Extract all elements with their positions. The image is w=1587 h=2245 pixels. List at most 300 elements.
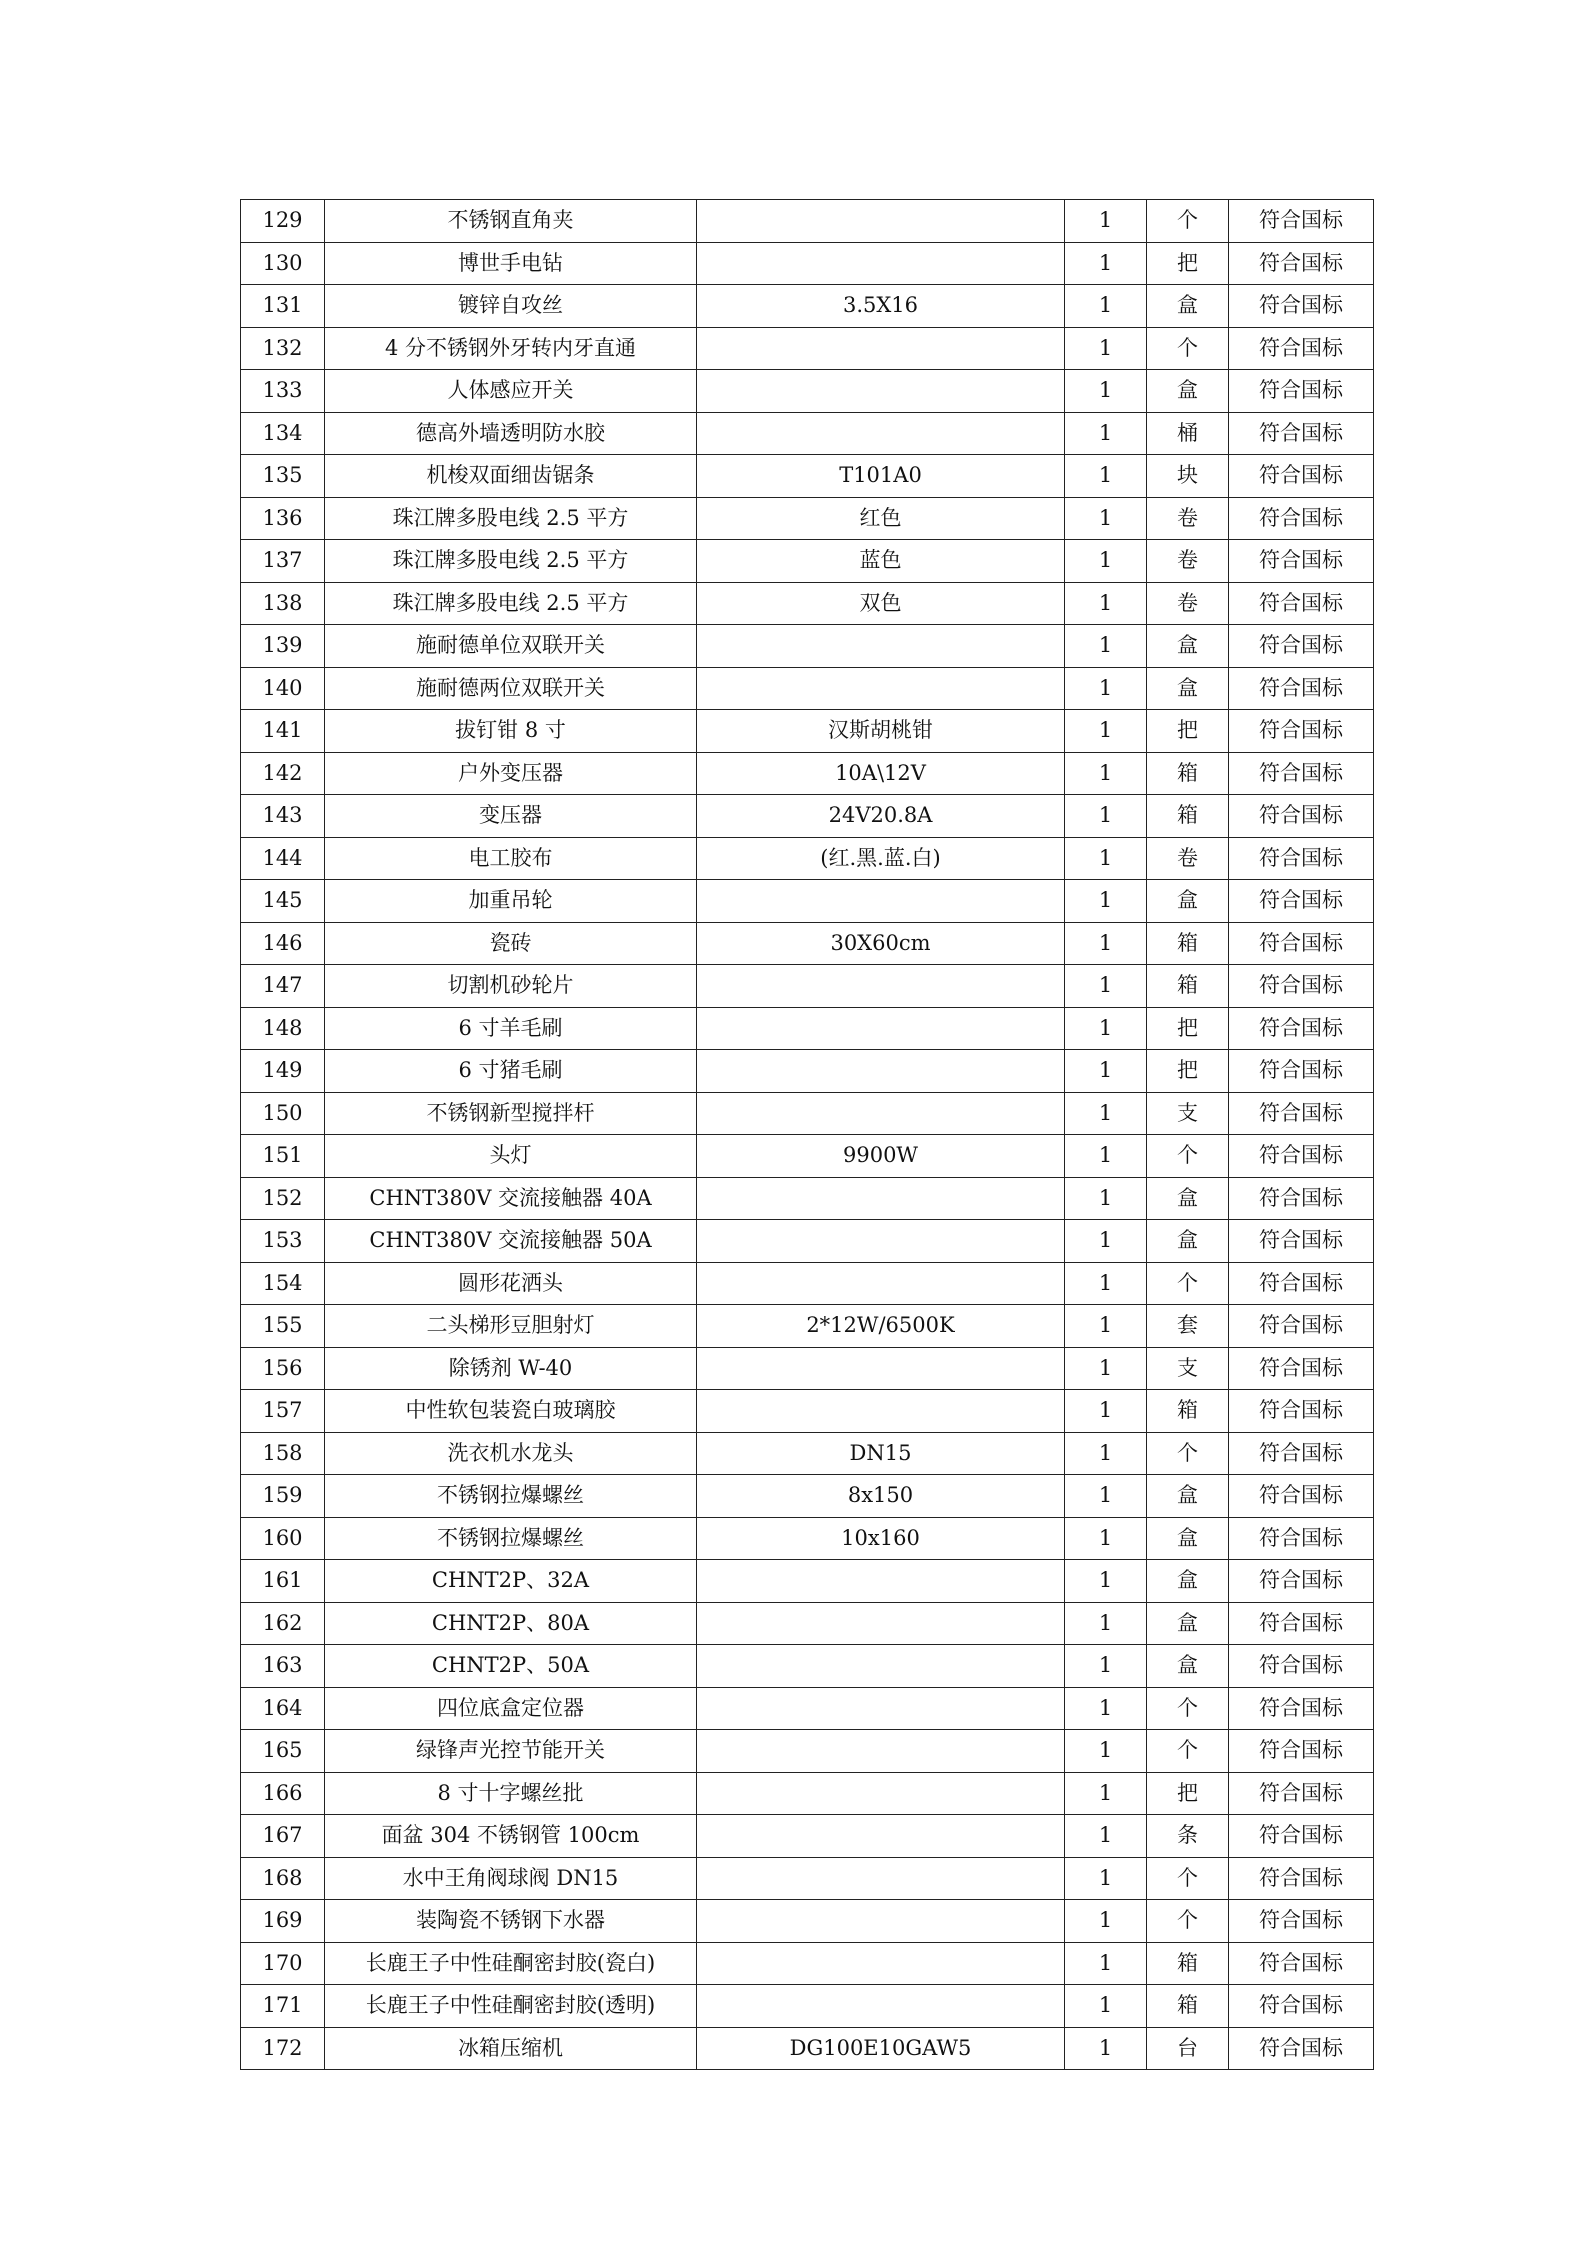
item-name-cell: 不锈钢新型搅拌杆 <box>325 1092 697 1135</box>
item-name-cell: 二头梯形豆胆射灯 <box>325 1305 697 1348</box>
item-unit-cell: 盒 <box>1147 1177 1229 1220</box>
item-spec-cell <box>697 1942 1065 1985</box>
item-standard-cell: 符合国标 <box>1229 1517 1374 1560</box>
item-unit-cell: 把 <box>1147 710 1229 753</box>
item-unit-cell: 盒 <box>1147 1220 1229 1263</box>
item-standard-cell: 符合国标 <box>1229 667 1374 710</box>
item-name-cell: 博世手电钻 <box>325 242 697 285</box>
item-unit-cell: 桶 <box>1147 412 1229 455</box>
item-spec-cell: 8x150 <box>697 1475 1065 1518</box>
item-standard-cell: 符合国标 <box>1229 625 1374 668</box>
row-number-cell: 161 <box>241 1560 325 1603</box>
row-number-cell: 134 <box>241 412 325 455</box>
item-name-cell: CHNT2P、32A <box>325 1560 697 1603</box>
item-quantity-cell: 1 <box>1065 1050 1147 1093</box>
row-number-cell: 152 <box>241 1177 325 1220</box>
item-quantity-cell: 1 <box>1065 540 1147 583</box>
item-standard-cell: 符合国标 <box>1229 1305 1374 1348</box>
item-name-cell: 不锈钢直角夹 <box>325 200 697 243</box>
item-name-cell: 头灯 <box>325 1135 697 1178</box>
item-quantity-cell: 1 <box>1065 965 1147 1008</box>
item-standard-cell: 符合国标 <box>1229 1135 1374 1178</box>
item-name-cell: 8 寸十字螺丝批 <box>325 1772 697 1815</box>
item-standard-cell: 符合国标 <box>1229 540 1374 583</box>
item-quantity-cell: 1 <box>1065 1900 1147 1943</box>
item-quantity-cell: 1 <box>1065 1007 1147 1050</box>
item-standard-cell: 符合国标 <box>1229 837 1374 880</box>
item-spec-cell <box>697 965 1065 1008</box>
item-unit-cell: 盒 <box>1147 1560 1229 1603</box>
row-number-cell: 136 <box>241 497 325 540</box>
item-spec-cell <box>697 327 1065 370</box>
item-unit-cell: 卷 <box>1147 497 1229 540</box>
item-standard-cell: 符合国标 <box>1229 1220 1374 1263</box>
item-name-cell: 长鹿王子中性硅酮密封胶(透明) <box>325 1985 697 2028</box>
item-unit-cell: 箱 <box>1147 1985 1229 2028</box>
table-row <box>241 1772 1374 1815</box>
table-row <box>241 497 1374 540</box>
item-name-cell: CHNT2P、80A <box>325 1602 697 1645</box>
item-unit-cell: 箱 <box>1147 1942 1229 1985</box>
item-unit-cell: 个 <box>1147 1900 1229 1943</box>
item-spec-cell <box>697 1177 1065 1220</box>
row-number-cell: 154 <box>241 1262 325 1305</box>
row-number-cell: 170 <box>241 1942 325 1985</box>
item-standard-cell: 符合国标 <box>1229 1942 1374 1985</box>
row-number-cell: 139 <box>241 625 325 668</box>
item-standard-cell: 符合国标 <box>1229 285 1374 328</box>
item-unit-cell: 条 <box>1147 1815 1229 1858</box>
item-unit-cell: 把 <box>1147 1772 1229 1815</box>
item-spec-cell <box>697 1390 1065 1433</box>
item-standard-cell: 符合国标 <box>1229 2027 1374 2070</box>
item-quantity-cell: 1 <box>1065 1517 1147 1560</box>
item-name-cell: 户外变压器 <box>325 752 697 795</box>
table-row <box>241 1985 1374 2028</box>
item-standard-cell: 符合国标 <box>1229 370 1374 413</box>
item-quantity-cell: 1 <box>1065 1092 1147 1135</box>
item-name-cell: CHNT2P、50A <box>325 1645 697 1688</box>
row-number-cell: 172 <box>241 2027 325 2070</box>
item-spec-cell: DN15 <box>697 1432 1065 1475</box>
table-row <box>241 1305 1374 1348</box>
item-quantity-cell: 1 <box>1065 2027 1147 2070</box>
table-row <box>241 1560 1374 1603</box>
item-standard-cell: 符合国标 <box>1229 710 1374 753</box>
item-unit-cell: 个 <box>1147 1857 1229 1900</box>
item-unit-cell: 把 <box>1147 242 1229 285</box>
row-number-cell: 169 <box>241 1900 325 1943</box>
row-number-cell: 157 <box>241 1390 325 1433</box>
item-standard-cell: 符合国标 <box>1229 1092 1374 1135</box>
row-number-cell: 133 <box>241 370 325 413</box>
table-row <box>241 540 1374 583</box>
item-spec-cell: 10x160 <box>697 1517 1065 1560</box>
row-number-cell: 141 <box>241 710 325 753</box>
item-quantity-cell: 1 <box>1065 1687 1147 1730</box>
row-number-cell: 165 <box>241 1730 325 1773</box>
item-unit-cell: 盒 <box>1147 285 1229 328</box>
item-spec-cell: 蓝色 <box>697 540 1065 583</box>
table-row <box>241 1517 1374 1560</box>
item-spec-cell <box>697 1815 1065 1858</box>
table-row <box>241 1687 1374 1730</box>
item-quantity-cell: 1 <box>1065 922 1147 965</box>
table-row <box>241 1645 1374 1688</box>
item-quantity-cell: 1 <box>1065 1432 1147 1475</box>
item-name-cell: 瓷砖 <box>325 922 697 965</box>
item-quantity-cell: 1 <box>1065 1942 1147 1985</box>
item-spec-cell: 汉斯胡桃钳 <box>697 710 1065 753</box>
item-standard-cell: 符合国标 <box>1229 1772 1374 1815</box>
item-unit-cell: 箱 <box>1147 795 1229 838</box>
item-quantity-cell: 1 <box>1065 1985 1147 2028</box>
table-row <box>241 1730 1374 1773</box>
item-name-cell: 不锈钢拉爆螺丝 <box>325 1517 697 1560</box>
table-row <box>241 242 1374 285</box>
table-row <box>241 1135 1374 1178</box>
row-number-cell: 158 <box>241 1432 325 1475</box>
table-row <box>241 837 1374 880</box>
row-number-cell: 142 <box>241 752 325 795</box>
row-number-cell: 145 <box>241 880 325 923</box>
item-standard-cell: 符合国标 <box>1229 242 1374 285</box>
item-name-cell: CHNT380V 交流接触器 40A <box>325 1177 697 1220</box>
item-spec-cell <box>697 1645 1065 1688</box>
item-spec-cell: T101A0 <box>697 455 1065 498</box>
item-unit-cell: 盒 <box>1147 370 1229 413</box>
table-row <box>241 200 1374 243</box>
table-row <box>241 370 1374 413</box>
item-standard-cell: 符合国标 <box>1229 965 1374 1008</box>
table-row <box>241 1475 1374 1518</box>
row-number-cell: 155 <box>241 1305 325 1348</box>
item-spec-cell <box>697 1050 1065 1093</box>
item-quantity-cell: 1 <box>1065 880 1147 923</box>
table-row <box>241 795 1374 838</box>
table-row <box>241 1050 1374 1093</box>
item-name-cell: 面盆 304 不锈钢管 100cm <box>325 1815 697 1858</box>
item-name-cell: 珠江牌多股电线 2.5 平方 <box>325 582 697 625</box>
item-spec-cell: 9900W <box>697 1135 1065 1178</box>
item-standard-cell: 符合国标 <box>1229 1985 1374 2028</box>
row-number-cell: 130 <box>241 242 325 285</box>
item-standard-cell: 符合国标 <box>1229 1900 1374 1943</box>
item-quantity-cell: 1 <box>1065 497 1147 540</box>
row-number-cell: 164 <box>241 1687 325 1730</box>
item-spec-cell <box>697 370 1065 413</box>
table-row <box>241 1390 1374 1433</box>
item-quantity-cell: 1 <box>1065 837 1147 880</box>
item-standard-cell: 符合国标 <box>1229 497 1374 540</box>
row-number-cell: 166 <box>241 1772 325 1815</box>
item-unit-cell: 个 <box>1147 1687 1229 1730</box>
item-quantity-cell: 1 <box>1065 370 1147 413</box>
item-standard-cell: 符合国标 <box>1229 1857 1374 1900</box>
item-quantity-cell: 1 <box>1065 1390 1147 1433</box>
items-table-body <box>241 200 1374 2070</box>
item-name-cell: 施耐德单位双联开关 <box>325 625 697 668</box>
item-name-cell: 镀锌自攻丝 <box>325 285 697 328</box>
item-standard-cell: 符合国标 <box>1229 1475 1374 1518</box>
item-quantity-cell: 1 <box>1065 1857 1147 1900</box>
table-row <box>241 710 1374 753</box>
item-unit-cell: 把 <box>1147 1050 1229 1093</box>
item-spec-cell <box>697 625 1065 668</box>
table-row <box>241 1432 1374 1475</box>
item-quantity-cell: 1 <box>1065 1347 1147 1390</box>
item-name-cell: 中性软包装瓷白玻璃胶 <box>325 1390 697 1433</box>
item-unit-cell: 盒 <box>1147 1645 1229 1688</box>
item-standard-cell: 符合国标 <box>1229 1815 1374 1858</box>
table-row <box>241 1347 1374 1390</box>
item-standard-cell: 符合国标 <box>1229 752 1374 795</box>
item-quantity-cell: 1 <box>1065 795 1147 838</box>
row-number-cell: 151 <box>241 1135 325 1178</box>
table-row <box>241 880 1374 923</box>
item-name-cell: 切割机砂轮片 <box>325 965 697 1008</box>
item-unit-cell: 个 <box>1147 200 1229 243</box>
item-spec-cell <box>697 1262 1065 1305</box>
item-unit-cell: 支 <box>1147 1347 1229 1390</box>
item-unit-cell: 箱 <box>1147 965 1229 1008</box>
row-number-cell: 132 <box>241 327 325 370</box>
item-spec-cell <box>697 1007 1065 1050</box>
table-row <box>241 285 1374 328</box>
item-standard-cell: 符合国标 <box>1229 1730 1374 1773</box>
item-spec-cell <box>697 1687 1065 1730</box>
item-unit-cell: 个 <box>1147 1432 1229 1475</box>
table-row <box>241 1092 1374 1135</box>
item-quantity-cell: 1 <box>1065 1177 1147 1220</box>
item-quantity-cell: 1 <box>1065 1220 1147 1263</box>
row-number-cell: 137 <box>241 540 325 583</box>
item-spec-cell: 红色 <box>697 497 1065 540</box>
row-number-cell: 148 <box>241 1007 325 1050</box>
item-name-cell: 水中王角阀球阀 DN15 <box>325 1857 697 1900</box>
table-row <box>241 1815 1374 1858</box>
item-spec-cell <box>697 667 1065 710</box>
item-quantity-cell: 1 <box>1065 242 1147 285</box>
item-name-cell: 不锈钢拉爆螺丝 <box>325 1475 697 1518</box>
item-name-cell: 绿锋声光控节能开关 <box>325 1730 697 1773</box>
row-number-cell: 135 <box>241 455 325 498</box>
item-name-cell: 6 寸羊毛刷 <box>325 1007 697 1050</box>
item-unit-cell: 个 <box>1147 1262 1229 1305</box>
item-unit-cell: 盒 <box>1147 1517 1229 1560</box>
item-name-cell: 冰箱压缩机 <box>325 2027 697 2070</box>
item-name-cell: 4 分不锈钢外牙转内牙直通 <box>325 327 697 370</box>
item-quantity-cell: 1 <box>1065 1602 1147 1645</box>
item-standard-cell: 符合国标 <box>1229 1687 1374 1730</box>
item-unit-cell: 盒 <box>1147 667 1229 710</box>
item-spec-cell <box>697 1220 1065 1263</box>
item-unit-cell: 盒 <box>1147 1475 1229 1518</box>
table-row <box>241 1602 1374 1645</box>
item-spec-cell: 30X60cm <box>697 922 1065 965</box>
item-spec-cell <box>697 1730 1065 1773</box>
item-name-cell: 装陶瓷不锈钢下水器 <box>325 1900 697 1943</box>
row-number-cell: 138 <box>241 582 325 625</box>
item-standard-cell: 符合国标 <box>1229 1390 1374 1433</box>
row-number-cell: 171 <box>241 1985 325 2028</box>
item-standard-cell: 符合国标 <box>1229 1560 1374 1603</box>
row-number-cell: 167 <box>241 1815 325 1858</box>
table-row <box>241 1857 1374 1900</box>
table-row <box>241 625 1374 668</box>
item-quantity-cell: 1 <box>1065 1262 1147 1305</box>
item-unit-cell: 台 <box>1147 2027 1229 2070</box>
items-table <box>240 199 1374 2070</box>
table-row <box>241 2027 1374 2070</box>
item-name-cell: 珠江牌多股电线 2.5 平方 <box>325 540 697 583</box>
row-number-cell: 146 <box>241 922 325 965</box>
item-standard-cell: 符合国标 <box>1229 327 1374 370</box>
row-number-cell: 150 <box>241 1092 325 1135</box>
item-spec-cell <box>697 1602 1065 1645</box>
item-unit-cell: 盒 <box>1147 625 1229 668</box>
item-spec-cell <box>697 1772 1065 1815</box>
item-quantity-cell: 1 <box>1065 667 1147 710</box>
item-name-cell: 变压器 <box>325 795 697 838</box>
item-unit-cell: 箱 <box>1147 1390 1229 1433</box>
item-unit-cell: 个 <box>1147 327 1229 370</box>
row-number-cell: 129 <box>241 200 325 243</box>
item-name-cell: 拔钉钳 8 寸 <box>325 710 697 753</box>
item-name-cell: 珠江牌多股电线 2.5 平方 <box>325 497 697 540</box>
item-unit-cell: 支 <box>1147 1092 1229 1135</box>
item-quantity-cell: 1 <box>1065 1475 1147 1518</box>
row-number-cell: 163 <box>241 1645 325 1688</box>
table-row <box>241 1900 1374 1943</box>
table-row <box>241 922 1374 965</box>
item-quantity-cell: 1 <box>1065 625 1147 668</box>
item-spec-cell <box>697 880 1065 923</box>
row-number-cell: 131 <box>241 285 325 328</box>
table-row <box>241 965 1374 1008</box>
item-quantity-cell: 1 <box>1065 710 1147 753</box>
item-unit-cell: 盒 <box>1147 1602 1229 1645</box>
item-spec-cell: (红.黑.蓝.白) <box>697 837 1065 880</box>
item-name-cell: 洗衣机水龙头 <box>325 1432 697 1475</box>
item-name-cell: 除锈剂 W-40 <box>325 1347 697 1390</box>
table-row <box>241 752 1374 795</box>
item-unit-cell: 卷 <box>1147 837 1229 880</box>
item-quantity-cell: 1 <box>1065 752 1147 795</box>
row-number-cell: 153 <box>241 1220 325 1263</box>
item-name-cell: 施耐德两位双联开关 <box>325 667 697 710</box>
row-number-cell: 162 <box>241 1602 325 1645</box>
item-standard-cell: 符合国标 <box>1229 582 1374 625</box>
item-quantity-cell: 1 <box>1065 412 1147 455</box>
item-standard-cell: 符合国标 <box>1229 1347 1374 1390</box>
item-spec-cell: 2*12W/6500K <box>697 1305 1065 1348</box>
item-spec-cell: DG100E10GAW5 <box>697 2027 1065 2070</box>
item-spec-cell <box>697 1560 1065 1603</box>
item-quantity-cell: 1 <box>1065 455 1147 498</box>
item-spec-cell <box>697 1857 1065 1900</box>
row-number-cell: 140 <box>241 667 325 710</box>
table-row <box>241 327 1374 370</box>
item-name-cell: 四位底盒定位器 <box>325 1687 697 1730</box>
item-unit-cell: 盒 <box>1147 880 1229 923</box>
table-row <box>241 1262 1374 1305</box>
item-spec-cell <box>697 1347 1065 1390</box>
item-quantity-cell: 1 <box>1065 1560 1147 1603</box>
item-spec-cell <box>697 1092 1065 1135</box>
item-name-cell: 人体感应开关 <box>325 370 697 413</box>
item-quantity-cell: 1 <box>1065 327 1147 370</box>
item-spec-cell: 24V20.8A <box>697 795 1065 838</box>
item-unit-cell: 把 <box>1147 1007 1229 1050</box>
item-name-cell: 德高外墙透明防水胶 <box>325 412 697 455</box>
row-number-cell: 160 <box>241 1517 325 1560</box>
item-quantity-cell: 1 <box>1065 1772 1147 1815</box>
table-row <box>241 455 1374 498</box>
item-quantity-cell: 1 <box>1065 1730 1147 1773</box>
item-standard-cell: 符合国标 <box>1229 1177 1374 1220</box>
item-standard-cell: 符合国标 <box>1229 795 1374 838</box>
item-name-cell: 圆形花洒头 <box>325 1262 697 1305</box>
item-name-cell: 6 寸猪毛刷 <box>325 1050 697 1093</box>
item-standard-cell: 符合国标 <box>1229 1432 1374 1475</box>
row-number-cell: 143 <box>241 795 325 838</box>
item-quantity-cell: 1 <box>1065 285 1147 328</box>
item-unit-cell: 箱 <box>1147 922 1229 965</box>
item-spec-cell <box>697 242 1065 285</box>
row-number-cell: 144 <box>241 837 325 880</box>
item-quantity-cell: 1 <box>1065 1135 1147 1178</box>
row-number-cell: 156 <box>241 1347 325 1390</box>
item-quantity-cell: 1 <box>1065 1815 1147 1858</box>
item-spec-cell: 10A\12V <box>697 752 1065 795</box>
table-row <box>241 667 1374 710</box>
item-name-cell: 加重吊轮 <box>325 880 697 923</box>
item-unit-cell: 箱 <box>1147 752 1229 795</box>
item-spec-cell <box>697 1900 1065 1943</box>
item-unit-cell: 卷 <box>1147 582 1229 625</box>
item-spec-cell <box>697 200 1065 243</box>
item-name-cell: CHNT380V 交流接触器 50A <box>325 1220 697 1263</box>
item-spec-cell <box>697 412 1065 455</box>
row-number-cell: 149 <box>241 1050 325 1093</box>
item-name-cell: 长鹿王子中性硅酮密封胶(瓷白) <box>325 1942 697 1985</box>
item-standard-cell: 符合国标 <box>1229 412 1374 455</box>
item-standard-cell: 符合国标 <box>1229 1007 1374 1050</box>
item-name-cell: 电工胶布 <box>325 837 697 880</box>
item-standard-cell: 符合国标 <box>1229 1262 1374 1305</box>
item-standard-cell: 符合国标 <box>1229 880 1374 923</box>
item-quantity-cell: 1 <box>1065 1645 1147 1688</box>
row-number-cell: 168 <box>241 1857 325 1900</box>
table-row <box>241 1007 1374 1050</box>
item-quantity-cell: 1 <box>1065 1305 1147 1348</box>
table-row <box>241 582 1374 625</box>
row-number-cell: 147 <box>241 965 325 1008</box>
item-unit-cell: 块 <box>1147 455 1229 498</box>
table-row <box>241 1177 1374 1220</box>
item-name-cell: 机梭双面细齿锯条 <box>325 455 697 498</box>
item-quantity-cell: 1 <box>1065 582 1147 625</box>
table-row <box>241 1942 1374 1985</box>
item-spec-cell: 双色 <box>697 582 1065 625</box>
item-unit-cell: 套 <box>1147 1305 1229 1348</box>
item-standard-cell: 符合国标 <box>1229 1602 1374 1645</box>
table-row <box>241 1220 1374 1263</box>
item-quantity-cell: 1 <box>1065 200 1147 243</box>
item-standard-cell: 符合国标 <box>1229 200 1374 243</box>
item-spec-cell: 3.5X16 <box>697 285 1065 328</box>
